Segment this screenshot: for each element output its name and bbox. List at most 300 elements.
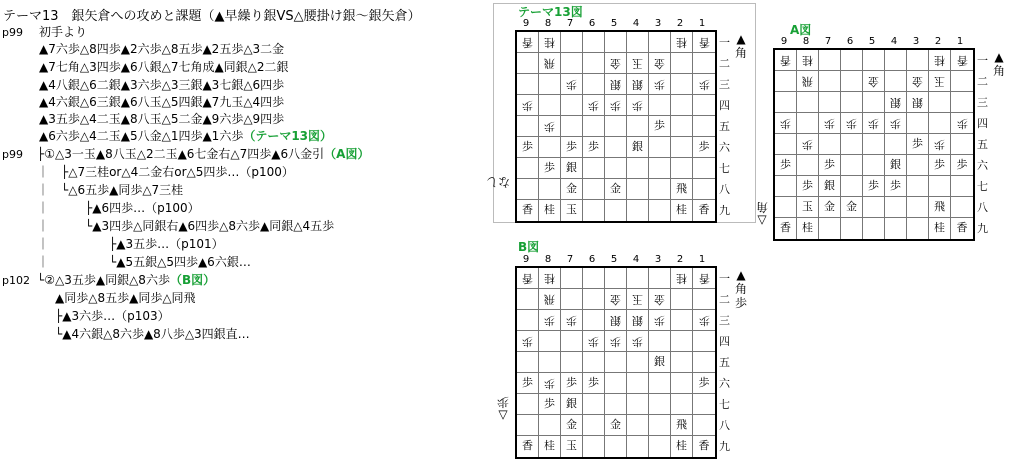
- board-square: [539, 32, 561, 53]
- board-square: [583, 310, 605, 331]
- shogi-piece: 歩: [566, 376, 577, 389]
- shogi-piece: 銀: [890, 158, 901, 171]
- board-square: [517, 436, 539, 457]
- shogi-piece: 銀: [890, 96, 901, 109]
- board-square: [649, 200, 671, 221]
- board-square: [929, 155, 951, 176]
- board-square: [907, 197, 929, 218]
- board-square: [561, 289, 583, 310]
- board-square: [561, 116, 583, 137]
- shogi-piece: 銀: [610, 78, 621, 91]
- board-square: [797, 218, 819, 239]
- row-number: 四: [719, 335, 730, 348]
- shogi-board-a: [773, 48, 975, 241]
- board-square: [693, 95, 715, 116]
- board-square: [539, 53, 561, 74]
- board-square: [649, 352, 671, 373]
- shogi-piece: 香: [698, 272, 710, 285]
- board-square: [539, 116, 561, 137]
- shogi-piece: 歩: [654, 78, 665, 91]
- board-square: [929, 113, 951, 134]
- board-square: [951, 134, 973, 155]
- diagram-ref-a: （A図）: [324, 147, 370, 161]
- board-square: [775, 50, 797, 71]
- board-square: [693, 268, 715, 289]
- board-square: [605, 415, 627, 436]
- board-square: [649, 32, 671, 53]
- shogi-piece: 歩: [824, 158, 835, 171]
- board-square: [841, 218, 863, 239]
- board-square: [517, 289, 539, 310]
- move-line: ▲3五歩△4二玉▲8八玉△5二金▲9六歩△9四歩: [39, 112, 285, 126]
- board-square: [819, 92, 841, 113]
- shogi-piece: 歩: [912, 137, 923, 150]
- shogi-piece: 歩: [566, 140, 577, 153]
- shogi-piece: 桂: [802, 221, 813, 234]
- board-square: [649, 436, 671, 457]
- shogi-piece: 歩: [566, 78, 577, 91]
- board-square: [671, 116, 693, 137]
- row-number: 七: [977, 180, 988, 193]
- board-square: [539, 74, 561, 95]
- board-square: [627, 268, 649, 289]
- shogi-piece: 玉: [934, 75, 945, 88]
- shogi-piece: 桂: [676, 272, 687, 285]
- column-number: 8: [544, 254, 552, 265]
- shogi-piece: 桂: [802, 54, 813, 67]
- shogi-piece: 歩: [522, 140, 533, 153]
- board-square: [539, 436, 561, 457]
- board-square: [561, 394, 583, 415]
- board-square: [561, 373, 583, 394]
- board-square: [907, 134, 929, 155]
- board-square: [649, 74, 671, 95]
- board-square: [605, 331, 627, 352]
- board-square: [605, 74, 627, 95]
- shogi-piece: 銀: [654, 355, 665, 368]
- column-number: 5: [610, 18, 618, 29]
- shogi-piece: 歩: [610, 99, 621, 112]
- shogi-piece: 歩: [780, 158, 791, 171]
- board-square: [929, 218, 951, 239]
- board-square: [583, 74, 605, 95]
- board-square: [775, 218, 797, 239]
- board-square: [627, 53, 649, 74]
- column-number: 7: [566, 254, 574, 265]
- board-grid: [517, 32, 715, 221]
- shogi-piece: 香: [956, 54, 968, 67]
- shogi-board-theme: [515, 30, 717, 223]
- variation-line: ｜ ├▲6四歩…（p100）: [37, 201, 200, 215]
- shogi-piece: 金: [846, 200, 857, 213]
- move-line: ▲4八銀△6二銀▲3六歩△3三銀▲3七銀△6四歩: [39, 78, 285, 92]
- board-square: [539, 158, 561, 179]
- shogi-piece: 歩: [654, 119, 665, 132]
- shogi-piece: 銀: [632, 78, 643, 91]
- board-square: [583, 436, 605, 457]
- board-square: [517, 310, 539, 331]
- sente-hand: ▲ 角: [734, 32, 747, 60]
- board-square: [627, 373, 649, 394]
- board-square: [517, 200, 539, 221]
- board-square: [627, 436, 649, 457]
- board-square: [863, 92, 885, 113]
- board-square: [671, 289, 693, 310]
- variation-line: └▲4六銀△8六歩▲8八歩△3四銀直…: [55, 327, 250, 341]
- board-square: [885, 155, 907, 176]
- shogi-piece: 香: [698, 36, 710, 49]
- sente-hand: ▲ 角 歩: [734, 268, 747, 310]
- shogi-piece: 桂: [676, 439, 687, 452]
- board-square: [671, 331, 693, 352]
- board-square: [671, 373, 693, 394]
- move-text: ├①△3一玉▲8八玉△2二玉▲6七金右△7四歩▲6八金引: [37, 147, 325, 161]
- board-square: [797, 176, 819, 197]
- column-number: 2: [676, 18, 684, 29]
- shogi-piece: 歩: [544, 397, 555, 410]
- board-square: [561, 53, 583, 74]
- shogi-piece: 歩: [544, 377, 555, 390]
- board-square: [693, 158, 715, 179]
- board-square: [627, 158, 649, 179]
- shogi-piece: 金: [566, 182, 577, 195]
- board-square: [819, 50, 841, 71]
- board-square: [907, 113, 929, 134]
- board-square: [583, 53, 605, 74]
- board-square: [797, 50, 819, 71]
- board-square: [693, 394, 715, 415]
- row-number: 五: [719, 120, 730, 133]
- row-number: 七: [719, 398, 730, 411]
- shogi-piece: 銀: [824, 179, 835, 192]
- shogi-piece: 歩: [522, 376, 533, 389]
- board-square: [583, 331, 605, 352]
- gote-hand: なし: [485, 175, 510, 189]
- board-square: [819, 176, 841, 197]
- row-number: 四: [977, 117, 988, 130]
- column-number: 9: [780, 36, 788, 47]
- shogi-piece: 金: [868, 75, 879, 88]
- board-square: [517, 53, 539, 74]
- shogi-piece: 歩: [698, 376, 710, 389]
- board-grid: [775, 50, 973, 239]
- board-square: [671, 179, 693, 200]
- board-square: [583, 32, 605, 53]
- column-numbers: [773, 36, 973, 48]
- board-square: [797, 71, 819, 92]
- row-number: 三: [719, 314, 730, 327]
- variation-line: ├▲3六歩…（p103）: [55, 309, 170, 323]
- board-square: [819, 113, 841, 134]
- board-square: [561, 200, 583, 221]
- column-number: 9: [522, 254, 530, 265]
- board-square: [649, 95, 671, 116]
- shogi-piece: 歩: [544, 314, 555, 327]
- board-square: [951, 155, 973, 176]
- board-square: [561, 331, 583, 352]
- board-square: [561, 137, 583, 158]
- shogi-piece: 歩: [632, 99, 643, 112]
- board-square: [671, 436, 693, 457]
- column-number: 4: [632, 18, 640, 29]
- board-square: [819, 155, 841, 176]
- shogi-piece: 飛: [544, 293, 555, 306]
- shogi-piece: 歩: [956, 117, 968, 130]
- board-square: [885, 218, 907, 239]
- board-square: [907, 92, 929, 113]
- variation-line: ▲同歩△8五歩▲同歩△同飛: [55, 291, 196, 305]
- board-square: [517, 116, 539, 137]
- board-square: [583, 200, 605, 221]
- shogi-piece: 歩: [588, 335, 599, 348]
- shogi-piece: 香: [698, 203, 710, 216]
- board-square: [605, 268, 627, 289]
- shogi-piece: 歩: [802, 179, 813, 192]
- shogi-piece: 銀: [566, 397, 577, 410]
- board-square: [561, 179, 583, 200]
- row-number: 六: [719, 141, 730, 154]
- board-square: [649, 373, 671, 394]
- board-square: [561, 310, 583, 331]
- board-square: [539, 415, 561, 436]
- board-square: [693, 137, 715, 158]
- board-square: [775, 155, 797, 176]
- board-square: [819, 71, 841, 92]
- board-square: [863, 134, 885, 155]
- board-square: [561, 95, 583, 116]
- board-square: [929, 92, 951, 113]
- board-square: [605, 310, 627, 331]
- board-square: [907, 218, 929, 239]
- shogi-piece: 歩: [868, 179, 879, 192]
- board-square: [539, 95, 561, 116]
- board-square: [797, 113, 819, 134]
- board-square: [517, 268, 539, 289]
- shogi-piece: 香: [780, 221, 791, 234]
- board-square: [929, 176, 951, 197]
- shogi-piece: 歩: [544, 120, 555, 133]
- board-square: [649, 53, 671, 74]
- board-square: [539, 289, 561, 310]
- shogi-piece: 玉: [632, 57, 643, 70]
- column-number: 9: [522, 18, 530, 29]
- board-square: [671, 53, 693, 74]
- shogi-piece: 香: [522, 439, 533, 452]
- column-number: 5: [868, 36, 876, 47]
- row-number: 五: [977, 138, 988, 151]
- board-square: [627, 74, 649, 95]
- board-square: [561, 32, 583, 53]
- board-square: [819, 218, 841, 239]
- board-square: [517, 137, 539, 158]
- shogi-piece: 金: [566, 418, 577, 431]
- shogi-piece: 歩: [890, 179, 901, 192]
- board-square: [951, 92, 973, 113]
- variation-line: ｜ ├△7三桂or△4二金右or△5四歩…（p100）: [37, 165, 294, 179]
- board-square: [885, 113, 907, 134]
- board-square: [951, 50, 973, 71]
- shogi-piece: 歩: [824, 117, 835, 130]
- shogi-piece: 桂: [544, 439, 555, 452]
- board-square: [517, 158, 539, 179]
- board-square: [951, 176, 973, 197]
- column-number: 5: [610, 254, 618, 265]
- board-square: [649, 137, 671, 158]
- board-square: [671, 158, 693, 179]
- shogi-piece: 金: [610, 57, 621, 70]
- sente-hand: ▲ 角: [992, 50, 1005, 78]
- board-square: [583, 158, 605, 179]
- move-line: [39, 129, 332, 144]
- shogi-piece: 歩: [956, 158, 968, 171]
- row-number: 三: [977, 96, 988, 109]
- board-title-a: A図: [790, 23, 812, 37]
- column-number: 8: [802, 36, 810, 47]
- board-square: [863, 218, 885, 239]
- board-square: [583, 268, 605, 289]
- board-square: [539, 200, 561, 221]
- board-square: [841, 155, 863, 176]
- board-square: [907, 176, 929, 197]
- shogi-piece: 銀: [912, 96, 923, 109]
- shogi-piece: 香: [522, 36, 533, 49]
- board-square: [605, 137, 627, 158]
- column-number: 7: [824, 36, 832, 47]
- board-square: [841, 92, 863, 113]
- board-square: [605, 352, 627, 373]
- shogi-piece: 金: [610, 182, 621, 195]
- board-square: [775, 197, 797, 218]
- row-number: 一: [719, 36, 730, 49]
- column-number: 4: [632, 254, 640, 265]
- row-number: 九: [719, 204, 730, 217]
- shogi-piece: 香: [522, 272, 533, 285]
- shogi-piece: 桂: [934, 221, 945, 234]
- board-square: [797, 134, 819, 155]
- board-square: [627, 415, 649, 436]
- board-grid: [517, 268, 715, 457]
- row-number: 二: [719, 293, 730, 306]
- page-title: テーマ13 銀矢倉への攻めと課題（▲早繰り銀VS△腰掛け銀～銀矢倉）: [3, 9, 421, 24]
- shogi-piece: 香: [956, 221, 968, 234]
- board-square: [951, 113, 973, 134]
- row-number: 九: [977, 222, 988, 235]
- board-square: [693, 352, 715, 373]
- board-square: [627, 200, 649, 221]
- board-square: [605, 394, 627, 415]
- shogi-piece: 桂: [676, 203, 687, 216]
- shogi-piece: 桂: [934, 54, 945, 67]
- board-square: [627, 394, 649, 415]
- shogi-piece: 銀: [632, 314, 643, 327]
- shogi-piece: 歩: [698, 140, 710, 153]
- board-square: [671, 394, 693, 415]
- board-square: [605, 32, 627, 53]
- board-square: [583, 116, 605, 137]
- column-number: 3: [912, 36, 920, 47]
- board-square: [539, 352, 561, 373]
- shogi-piece: 歩: [934, 138, 945, 151]
- board-square: [561, 268, 583, 289]
- column-numbers: [515, 18, 715, 30]
- row-number: 六: [719, 377, 730, 390]
- shogi-piece: 飛: [802, 75, 813, 88]
- board-square: [671, 137, 693, 158]
- column-number: 1: [956, 36, 964, 47]
- board-square: [885, 50, 907, 71]
- board-square: [907, 71, 929, 92]
- row-number: 八: [719, 419, 730, 432]
- shogi-piece: 玉: [632, 293, 643, 306]
- board-square: [605, 436, 627, 457]
- board-square: [649, 158, 671, 179]
- board-square: [649, 179, 671, 200]
- shogi-piece: 金: [912, 75, 923, 88]
- board-square: [693, 331, 715, 352]
- board-square: [539, 394, 561, 415]
- column-number: 2: [676, 254, 684, 265]
- shogi-piece: 玉: [566, 203, 577, 216]
- board-square: [671, 200, 693, 221]
- shogi-piece: 桂: [544, 203, 555, 216]
- variation-line: ｜ └▲5五銀△5四歩▲6六銀…: [37, 255, 251, 269]
- board-square: [627, 95, 649, 116]
- shogi-piece: 歩: [588, 99, 599, 112]
- row-number: 三: [719, 78, 730, 91]
- board-square: [929, 71, 951, 92]
- board-square: [841, 176, 863, 197]
- board-square: [561, 74, 583, 95]
- shogi-piece: 桂: [544, 272, 555, 285]
- board-square: [929, 134, 951, 155]
- board-square: [627, 331, 649, 352]
- row-number: 八: [977, 201, 988, 214]
- board-square: [583, 373, 605, 394]
- board-square: [693, 289, 715, 310]
- board-square: [885, 71, 907, 92]
- move-text: ▲6六歩△4二玉▲5八金△1四歩▲1六歩: [39, 129, 244, 143]
- column-number: 8: [544, 18, 552, 29]
- shogi-piece: 飛: [544, 57, 555, 70]
- board-square: [517, 331, 539, 352]
- board-square: [605, 289, 627, 310]
- board-square: [863, 113, 885, 134]
- board-square: [693, 32, 715, 53]
- column-number: 1: [698, 254, 706, 265]
- column-number: 2: [934, 36, 942, 47]
- board-square: [627, 179, 649, 200]
- board-square: [583, 415, 605, 436]
- board-square: [863, 197, 885, 218]
- board-square: [627, 289, 649, 310]
- column-number: 6: [588, 18, 596, 29]
- board-square: [693, 415, 715, 436]
- board-square: [693, 74, 715, 95]
- column-number: 4: [890, 36, 898, 47]
- board-square: [693, 200, 715, 221]
- shogi-piece: 飛: [676, 418, 687, 431]
- board-square: [797, 92, 819, 113]
- shogi-piece: 金: [654, 57, 665, 70]
- board-square: [649, 415, 671, 436]
- board-square: [539, 268, 561, 289]
- column-number: 7: [566, 18, 574, 29]
- shogi-piece: 歩: [610, 335, 621, 348]
- board-square: [929, 50, 951, 71]
- board-square: [671, 268, 693, 289]
- variation-line: ｜ └▲3四歩△同銀右▲6四歩△8六歩▲同銀△4五歩: [37, 219, 335, 233]
- page-ref: p99: [2, 148, 23, 161]
